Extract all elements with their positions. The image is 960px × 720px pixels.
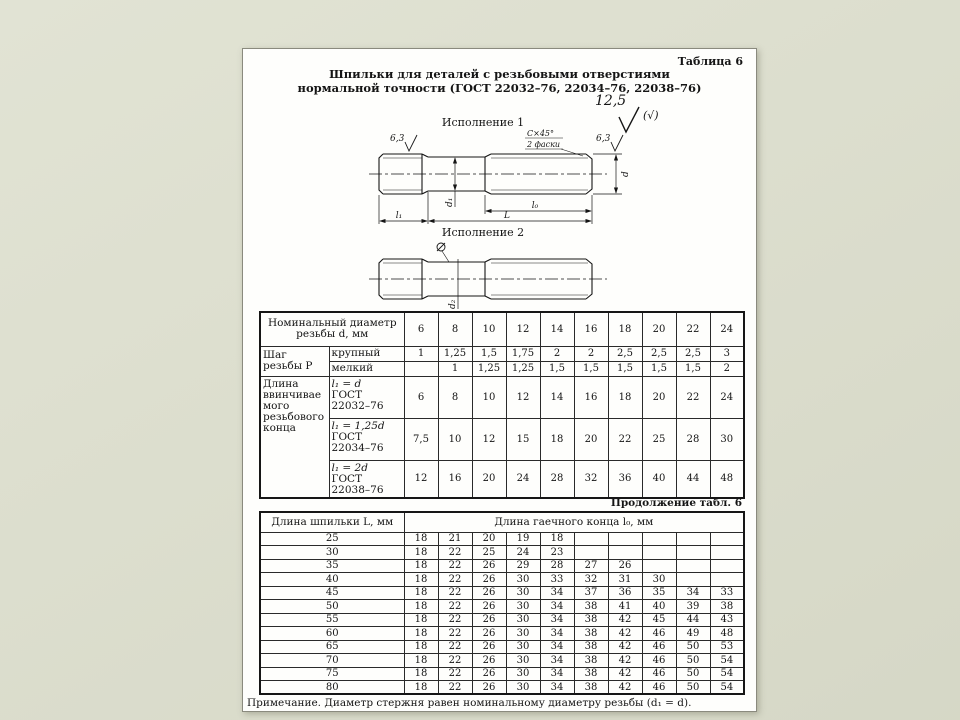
nut-end-value-cell: 38: [574, 667, 608, 681]
nut-end-value-cell: 46: [642, 640, 676, 654]
pitch-value-cell: 1,25: [438, 346, 472, 361]
table-row: [260, 460, 744, 498]
chamfer-label: С×45°: [527, 129, 555, 138]
nut-end-value-cell: 53: [710, 640, 744, 654]
nut-end-value-cell: 34: [540, 640, 574, 654]
nut-end-value-cell: 39: [676, 600, 710, 614]
table-row: [260, 532, 744, 546]
spec-table: [259, 311, 745, 499]
nut-end-value-cell: [710, 573, 744, 587]
nut-end-value-cell: 22: [438, 600, 472, 614]
length-value-cell: 10: [472, 376, 506, 418]
nut-end-value-cell: 42: [608, 613, 642, 627]
table-row: [260, 376, 744, 418]
nut-end-value-cell: 22: [438, 613, 472, 627]
length-value-cell: 12: [472, 418, 506, 460]
length-value-cell: 20: [642, 376, 676, 418]
roughness-marks: [405, 135, 623, 156]
pitch-value-cell: 1,25: [506, 361, 540, 376]
length-value-cell: 18: [608, 376, 642, 418]
table-row: [260, 346, 744, 361]
nut-end-value-cell: [676, 573, 710, 587]
table-row: [260, 681, 744, 695]
length-value-cell: 8: [438, 376, 472, 418]
stud-length-cell: 35: [260, 559, 404, 573]
stud-drawing-variant-2: [335, 239, 665, 315]
nut-end-value-cell: 19: [506, 532, 540, 546]
diameter-value-cell: 14: [540, 312, 574, 346]
nut-end-value-cell: [676, 559, 710, 573]
nut-end-value-cell: 48: [710, 627, 744, 641]
diameter-header-cell: Номинальный диаметр резьбы d, мм: [260, 312, 404, 346]
length-value-cell: 22: [608, 418, 642, 460]
dimension-lines: [379, 154, 622, 224]
stud-outline: [379, 154, 592, 194]
stud-outline: [379, 259, 592, 299]
nut-end-value-cell: 34: [540, 586, 574, 600]
pitch-value-cell: 2: [710, 361, 744, 376]
length-value-cell: 12: [506, 376, 540, 418]
stud-length-cell: 45: [260, 586, 404, 600]
nut-end-value-cell: 42: [608, 681, 642, 695]
nut-end-value-cell: [574, 546, 608, 560]
pitch-value-cell: 3: [710, 346, 744, 361]
nut-end-value-cell: 42: [608, 640, 642, 654]
nut-end-value-cell: 18: [404, 559, 438, 573]
nut-end-value-cell: 28: [540, 559, 574, 573]
nut-end-value-cell: 49: [676, 627, 710, 641]
length-table: [259, 511, 745, 695]
nut-end-value-cell: 18: [404, 546, 438, 560]
nut-end-value-cell: 36: [608, 586, 642, 600]
table-row: [260, 559, 744, 573]
nut-end-value-cell: 26: [472, 627, 506, 641]
pitch-value-cell: 1,5: [472, 346, 506, 361]
table-row: [260, 600, 744, 614]
nut-end-value-cell: 26: [608, 559, 642, 573]
table-row: [260, 667, 744, 681]
nut-end-value-cell: 32: [574, 573, 608, 587]
nut-end-value-cell: 26: [472, 654, 506, 668]
nut-end-value-cell: 27: [574, 559, 608, 573]
pitch-value-cell: 1,75: [506, 346, 540, 361]
nut-end-value-cell: 18: [404, 640, 438, 654]
nut-end-value-cell: 18: [404, 600, 438, 614]
footnote: Примечание. Диаметр стержня равен номинальному диаметру резьбы (d₁ = d).: [247, 697, 692, 709]
pitch-value-cell: 1,5: [574, 361, 608, 376]
length-table-body: [260, 512, 744, 694]
pitch-row-label: мелкий: [329, 361, 404, 376]
nut-end-value-cell: 30: [506, 681, 540, 695]
stud-length-cell: 65: [260, 640, 404, 654]
nut-end-value-cell: 30: [506, 640, 540, 654]
nut-end-value-cell: 33: [540, 573, 574, 587]
nut-end-value-cell: 18: [540, 532, 574, 546]
length-value-cell: 48: [710, 460, 744, 498]
pitch-value-cell: 2,5: [608, 346, 642, 361]
formula-cell: [329, 376, 404, 418]
table-row: [260, 418, 744, 460]
formula-text: l₁ = d: [331, 377, 362, 390]
nut-end-value-cell: 30: [506, 586, 540, 600]
table-number-label: Таблица 6: [677, 55, 743, 68]
nut-end-value-cell: 50: [676, 667, 710, 681]
nut-end-value-cell: 38: [574, 681, 608, 695]
length-value-cell: 32: [574, 460, 608, 498]
nut-end-header-cell: Длина гаечного конца l₀, мм: [404, 512, 744, 532]
nut-end-value-cell: 54: [710, 667, 744, 681]
nut-end-value-cell: 46: [642, 667, 676, 681]
gost-text: ГОСТ 22032–76: [331, 388, 384, 412]
nut-end-value-cell: [710, 559, 744, 573]
stud-length-header-cell: Длина шпильки L, мм: [260, 512, 404, 532]
title-line-2: нормальной точности (ГОСТ 22032–76, 22034–76, 22038–76): [297, 81, 702, 95]
dim-l1-label: l₁: [395, 211, 403, 221]
diameter-value-cell: 24: [710, 312, 744, 346]
length-group-cell: Длина ввинчиваемого резьбового конца: [260, 376, 329, 498]
pitch-value-cell: 1,5: [608, 361, 642, 376]
nut-end-value-cell: 54: [710, 681, 744, 695]
length-value-cell: 28: [676, 418, 710, 460]
pitch-value-cell: 2: [540, 346, 574, 361]
pitch-value-cell: 1,5: [676, 361, 710, 376]
pitch-value-cell: 2: [574, 346, 608, 361]
nut-end-value-cell: 18: [404, 586, 438, 600]
nut-end-value-cell: 30: [506, 573, 540, 587]
formula-cell: [329, 418, 404, 460]
stud-length-cell: 55: [260, 613, 404, 627]
nut-end-value-cell: 18: [404, 681, 438, 695]
nut-end-value-cell: 46: [642, 681, 676, 695]
nut-end-value-cell: 34: [540, 600, 574, 614]
nut-end-value-cell: [642, 532, 676, 546]
nut-end-value-cell: [676, 546, 710, 560]
table-row: [260, 312, 744, 346]
pitch-value-cell: [404, 361, 438, 376]
title-line-1: Шпильки для деталей с резьбовыми отверстиями: [329, 67, 670, 81]
nut-end-value-cell: 50: [676, 640, 710, 654]
nut-end-value-cell: 26: [472, 559, 506, 573]
length-value-cell: 24: [506, 460, 540, 498]
length-value-cell: 16: [574, 376, 608, 418]
nut-end-value-cell: 31: [608, 573, 642, 587]
roughness-right-label: 6,3: [596, 134, 611, 144]
roughness-left-label: 6,3: [390, 134, 405, 144]
table-row: [260, 546, 744, 560]
length-value-cell: 30: [710, 418, 744, 460]
nut-end-value-cell: 22: [438, 586, 472, 600]
nut-end-value-cell: 18: [404, 654, 438, 668]
nut-end-value-cell: 43: [710, 613, 744, 627]
table-row: [260, 627, 744, 641]
stud-length-cell: 50: [260, 600, 404, 614]
nut-end-value-cell: 18: [404, 573, 438, 587]
diameter-symbol-icon: [437, 243, 449, 262]
nut-end-value-cell: 30: [506, 667, 540, 681]
length-value-cell: 10: [438, 418, 472, 460]
nut-end-value-cell: 42: [608, 654, 642, 668]
nut-end-value-cell: 35: [642, 586, 676, 600]
length-value-cell: 25: [642, 418, 676, 460]
length-value-cell: 40: [642, 460, 676, 498]
roughness-value: 12,5: [595, 93, 627, 109]
pitch-value-cell: 2,5: [676, 346, 710, 361]
nut-end-value-cell: 50: [676, 681, 710, 695]
nut-end-value-cell: 34: [540, 654, 574, 668]
nut-end-value-cell: 18: [404, 532, 438, 546]
gost-text: ГОСТ 22038–76: [331, 472, 384, 496]
table-row: [260, 613, 744, 627]
nut-end-value-cell: 50: [676, 654, 710, 668]
nut-end-value-cell: 26: [472, 681, 506, 695]
nut-end-value-cell: 38: [574, 627, 608, 641]
diameter-value-cell: 20: [642, 312, 676, 346]
chamfer-count-label: 2 фаски: [527, 140, 561, 149]
nut-end-value-cell: 34: [540, 681, 574, 695]
nut-end-value-cell: 46: [642, 654, 676, 668]
nut-end-value-cell: [676, 532, 710, 546]
length-value-cell: 14: [540, 376, 574, 418]
nut-end-value-cell: 26: [472, 586, 506, 600]
diameter-value-cell: 6: [404, 312, 438, 346]
variant-2-caption: Исполнение 2: [441, 226, 525, 239]
document-title: [243, 67, 756, 95]
stud-length-cell: 30: [260, 546, 404, 560]
nut-end-value-cell: 41: [608, 600, 642, 614]
nut-end-value-cell: 22: [438, 667, 472, 681]
stud-length-cell: 25: [260, 532, 404, 546]
nut-end-value-cell: 18: [404, 667, 438, 681]
spec-table-body: [260, 312, 744, 498]
pitch-row-label: крупный: [329, 346, 404, 361]
pitch-value-cell: 1,25: [472, 361, 506, 376]
length-value-cell: 22: [676, 376, 710, 418]
length-value-cell: 16: [438, 460, 472, 498]
nut-end-value-cell: 34: [676, 586, 710, 600]
dim-d-label: d: [621, 171, 631, 177]
nut-end-value-cell: 26: [472, 600, 506, 614]
nut-end-value-cell: 34: [540, 667, 574, 681]
nut-end-value-cell: 25: [472, 546, 506, 560]
nut-end-value-cell: 30: [506, 654, 540, 668]
formula-text: l₁ = 2d: [331, 461, 368, 474]
pitch-value-cell: 1,5: [540, 361, 574, 376]
pitch-group-cell: Шаг резьбы Р: [260, 346, 329, 376]
stud-length-cell: 40: [260, 573, 404, 587]
stud-length-cell: 70: [260, 654, 404, 668]
roughness-suffix: (√): [643, 109, 659, 122]
table-row: [260, 654, 744, 668]
nut-end-value-cell: 30: [506, 613, 540, 627]
length-value-cell: 15: [506, 418, 540, 460]
nut-end-value-cell: 42: [608, 627, 642, 641]
nut-end-value-cell: 22: [438, 640, 472, 654]
nut-end-value-cell: 44: [676, 613, 710, 627]
stud-length-cell: 80: [260, 681, 404, 695]
nut-end-value-cell: 37: [574, 586, 608, 600]
length-value-cell: 44: [676, 460, 710, 498]
nut-end-value-cell: 21: [438, 532, 472, 546]
length-value-cell: 28: [540, 460, 574, 498]
formula-text: l₁ = 1,25d: [331, 419, 385, 432]
nut-end-value-cell: 38: [574, 613, 608, 627]
document-page: [242, 48, 757, 712]
nut-end-value-cell: [608, 546, 642, 560]
nut-end-value-cell: 26: [472, 667, 506, 681]
nut-end-value-cell: 38: [574, 600, 608, 614]
nut-end-value-cell: 38: [574, 654, 608, 668]
table-row: [260, 586, 744, 600]
variant-1-caption: Исполнение 1: [441, 116, 525, 129]
nut-end-value-cell: 22: [438, 559, 472, 573]
length-value-cell: 20: [472, 460, 506, 498]
diameter-value-cell: 16: [574, 312, 608, 346]
nut-end-value-cell: 22: [438, 681, 472, 695]
nut-end-value-cell: [642, 546, 676, 560]
nut-end-value-cell: [642, 559, 676, 573]
nut-end-value-cell: 34: [540, 613, 574, 627]
diameter-value-cell: 8: [438, 312, 472, 346]
nut-end-value-cell: 30: [506, 627, 540, 641]
stud-length-cell: 60: [260, 627, 404, 641]
length-value-cell: 7,5: [404, 418, 438, 460]
pitch-value-cell: 1: [438, 361, 472, 376]
nut-end-value-cell: 30: [642, 573, 676, 587]
dim-L-label: L: [504, 211, 510, 221]
nut-end-value-cell: 34: [540, 627, 574, 641]
diameter-value-cell: 12: [506, 312, 540, 346]
nut-end-value-cell: 30: [506, 600, 540, 614]
table-row: [260, 640, 744, 654]
continuation-label: Продолжение табл. 6: [610, 497, 742, 509]
nut-end-value-cell: 38: [710, 600, 744, 614]
nut-end-value-cell: 22: [438, 627, 472, 641]
nut-end-value-cell: 22: [438, 573, 472, 587]
nut-end-value-cell: 26: [472, 573, 506, 587]
length-value-cell: 6: [404, 376, 438, 418]
nut-end-value-cell: 42: [608, 667, 642, 681]
gost-text: ГОСТ 22034–76: [331, 430, 384, 454]
pitch-value-cell: 2,5: [642, 346, 676, 361]
length-value-cell: 24: [710, 376, 744, 418]
stud-length-cell: 75: [260, 667, 404, 681]
nut-end-value-cell: 24: [506, 546, 540, 560]
diameter-value-cell: 18: [608, 312, 642, 346]
length-value-cell: 20: [574, 418, 608, 460]
table-row: [260, 573, 744, 587]
nut-end-value-cell: 29: [506, 559, 540, 573]
nut-end-value-cell: [608, 532, 642, 546]
nut-end-value-cell: 54: [710, 654, 744, 668]
nut-end-value-cell: 20: [472, 532, 506, 546]
length-value-cell: 18: [540, 418, 574, 460]
nut-end-value-cell: 26: [472, 640, 506, 654]
table-row: [260, 361, 744, 376]
diameter-value-cell: 22: [676, 312, 710, 346]
formula-cell: [329, 460, 404, 498]
nut-end-value-cell: [574, 532, 608, 546]
pitch-value-cell: 1: [404, 346, 438, 361]
dim-l0-label: l₀: [531, 201, 539, 211]
length-value-cell: 12: [404, 460, 438, 498]
length-value-cell: 36: [608, 460, 642, 498]
nut-end-value-cell: 33: [710, 586, 744, 600]
dim-d2-label: d₂: [448, 299, 458, 309]
pitch-value-cell: 1,5: [642, 361, 676, 376]
stud-drawing-variant-1: [335, 127, 665, 229]
nut-end-value-cell: 46: [642, 627, 676, 641]
nut-end-value-cell: [710, 546, 744, 560]
nut-end-value-cell: 40: [642, 600, 676, 614]
nut-end-value-cell: 38: [574, 640, 608, 654]
nut-end-value-cell: 22: [438, 654, 472, 668]
nut-end-value-cell: 18: [404, 627, 438, 641]
nut-end-value-cell: [710, 532, 744, 546]
table-row: [260, 512, 744, 532]
nut-end-value-cell: 26: [472, 613, 506, 627]
diameter-value-cell: 10: [472, 312, 506, 346]
nut-end-value-cell: 18: [404, 613, 438, 627]
dim-d1-label: d₁: [445, 197, 455, 207]
nut-end-value-cell: 22: [438, 546, 472, 560]
nut-end-value-cell: 45: [642, 613, 676, 627]
nut-end-value-cell: 23: [540, 546, 574, 560]
